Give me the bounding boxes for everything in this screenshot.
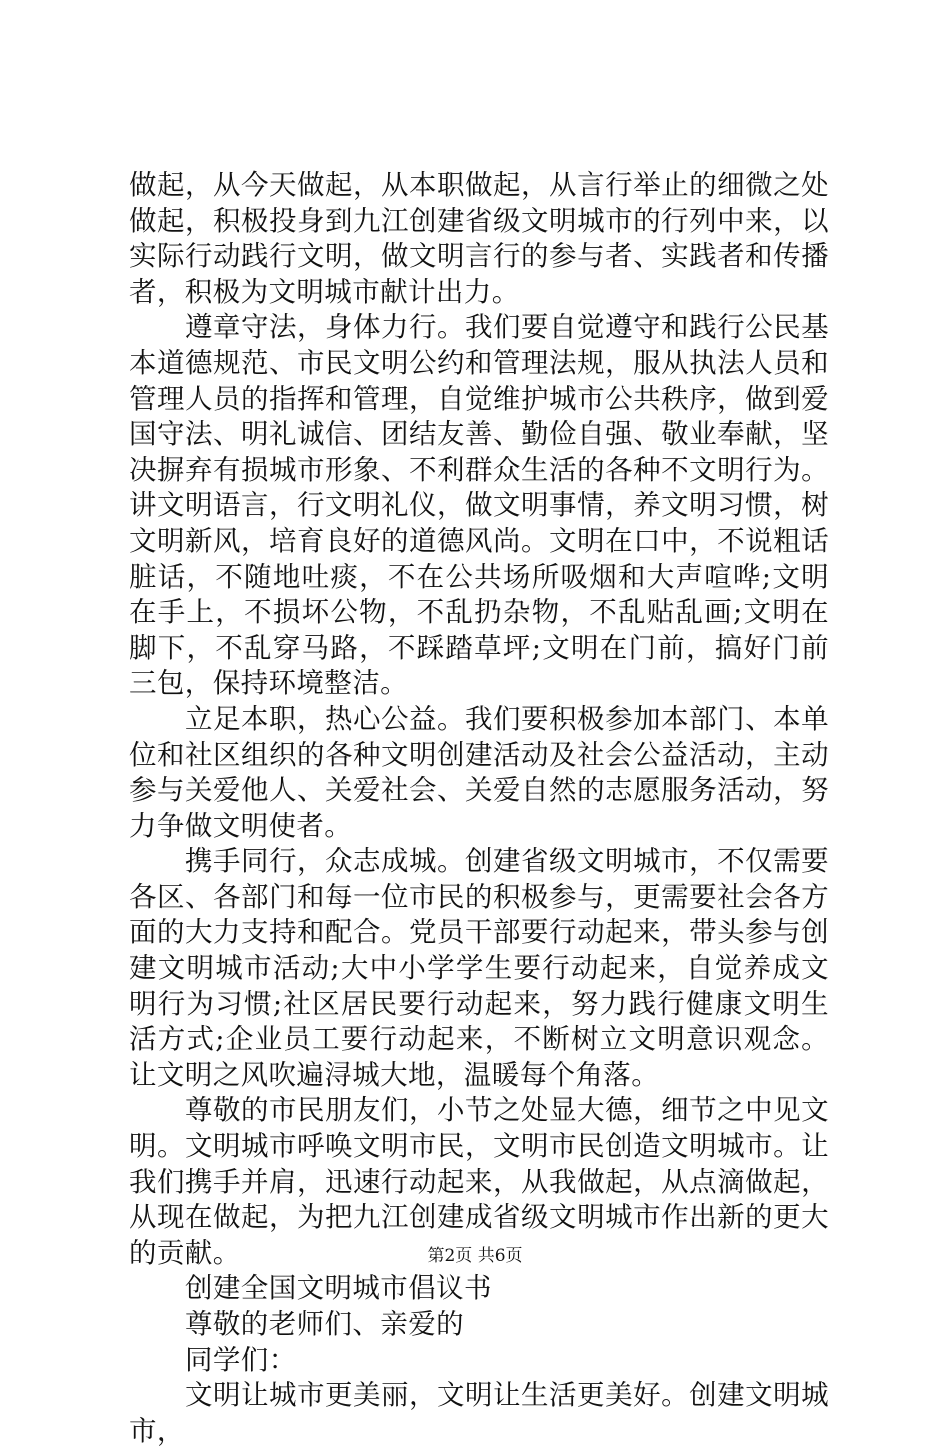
paragraph-5: 尊敬的市民朋友们，小节之处显大德，细节之中见文明。文明城市呼唤文明市民，文明市民创造文明城市。让我们携手并肩，迅速行动起来，从我做起，从点滴做起，从现在做起，为把九江创建成省级文明城市作出新的更大的贡献。 [129, 1094, 829, 1269]
paragraph-1: 做起，从今天做起，从本职做起，从言行举止的细微之处做起，积极投身到九江创建省级文明城市的行列中来，以实际行动践行文明，做文明言行的参与者、实践者和传播者，积极为文明城市献计出力。 [129, 169, 829, 308]
paragraph-3: 立足本职，热心公益。我们要积极参加本部门、本单位和社区组织的各种文明创建活动及社会公益活动，主动参与关爱他人、关爱社会、关爱自然的志愿服务活动，努力争做文明使者。 [129, 702, 829, 842]
paragraph-2: 遵章守法，身体力行。我们要自觉遵守和践行公民基本道德规范、市民文明公约和管理法规，服从执法人员和管理人员的指挥和管理，自觉维护城市公共秩序，做到爱国守法、明礼诚信、团结友善、勤俭自强、敬业奉献，坚决摒弃有损城市形象、不利群众生活的各种不文明行为。讲文明语言，行文明礼仪，做文明事情，养文明习惯，树文明新风，培育良好的道德风尚。文明在口中，不说粗话脏话，不随地吐痰，不在公共场所吸烟和大声喧哗;文明在手上，不损坏公物，不乱扔杂物，不乱贴乱画;文明在脚下，不乱穿马路，不踩踏草坪;文明在门前，搞好门前三包，保持环境整洁。 [129, 311, 829, 700]
page-number-footer: 第2页 共6页 [427, 1246, 523, 1266]
section-title: 创建全国文明城市倡议书 [185, 1272, 492, 1305]
salutation-line-1: 尊敬的老师们、亲爱的 [185, 1308, 464, 1340]
paragraph-4: 携手同行，众志成城。创建省级文明城市，不仅需要各区、各部门和每一位市民的积极参与，更需要社会各方面的大力支持和配合。党员干部要行动起来，带头参与创建文明城市活动;大中小学学生要行动起来，自觉养成文明行为习惯;社区居民要行动起来，努力践行健康文明生活方式;企业员工要行动起来，不断树立文明意识观念。让文明之风吹遍浔城大地，温暖每个角落。 [129, 845, 829, 1091]
salutation-line-2: 同学们： [185, 1343, 297, 1376]
paragraph-6: 文明让城市更美丽，文明让生活更美好。创建文明城市， [129, 1379, 829, 1447]
